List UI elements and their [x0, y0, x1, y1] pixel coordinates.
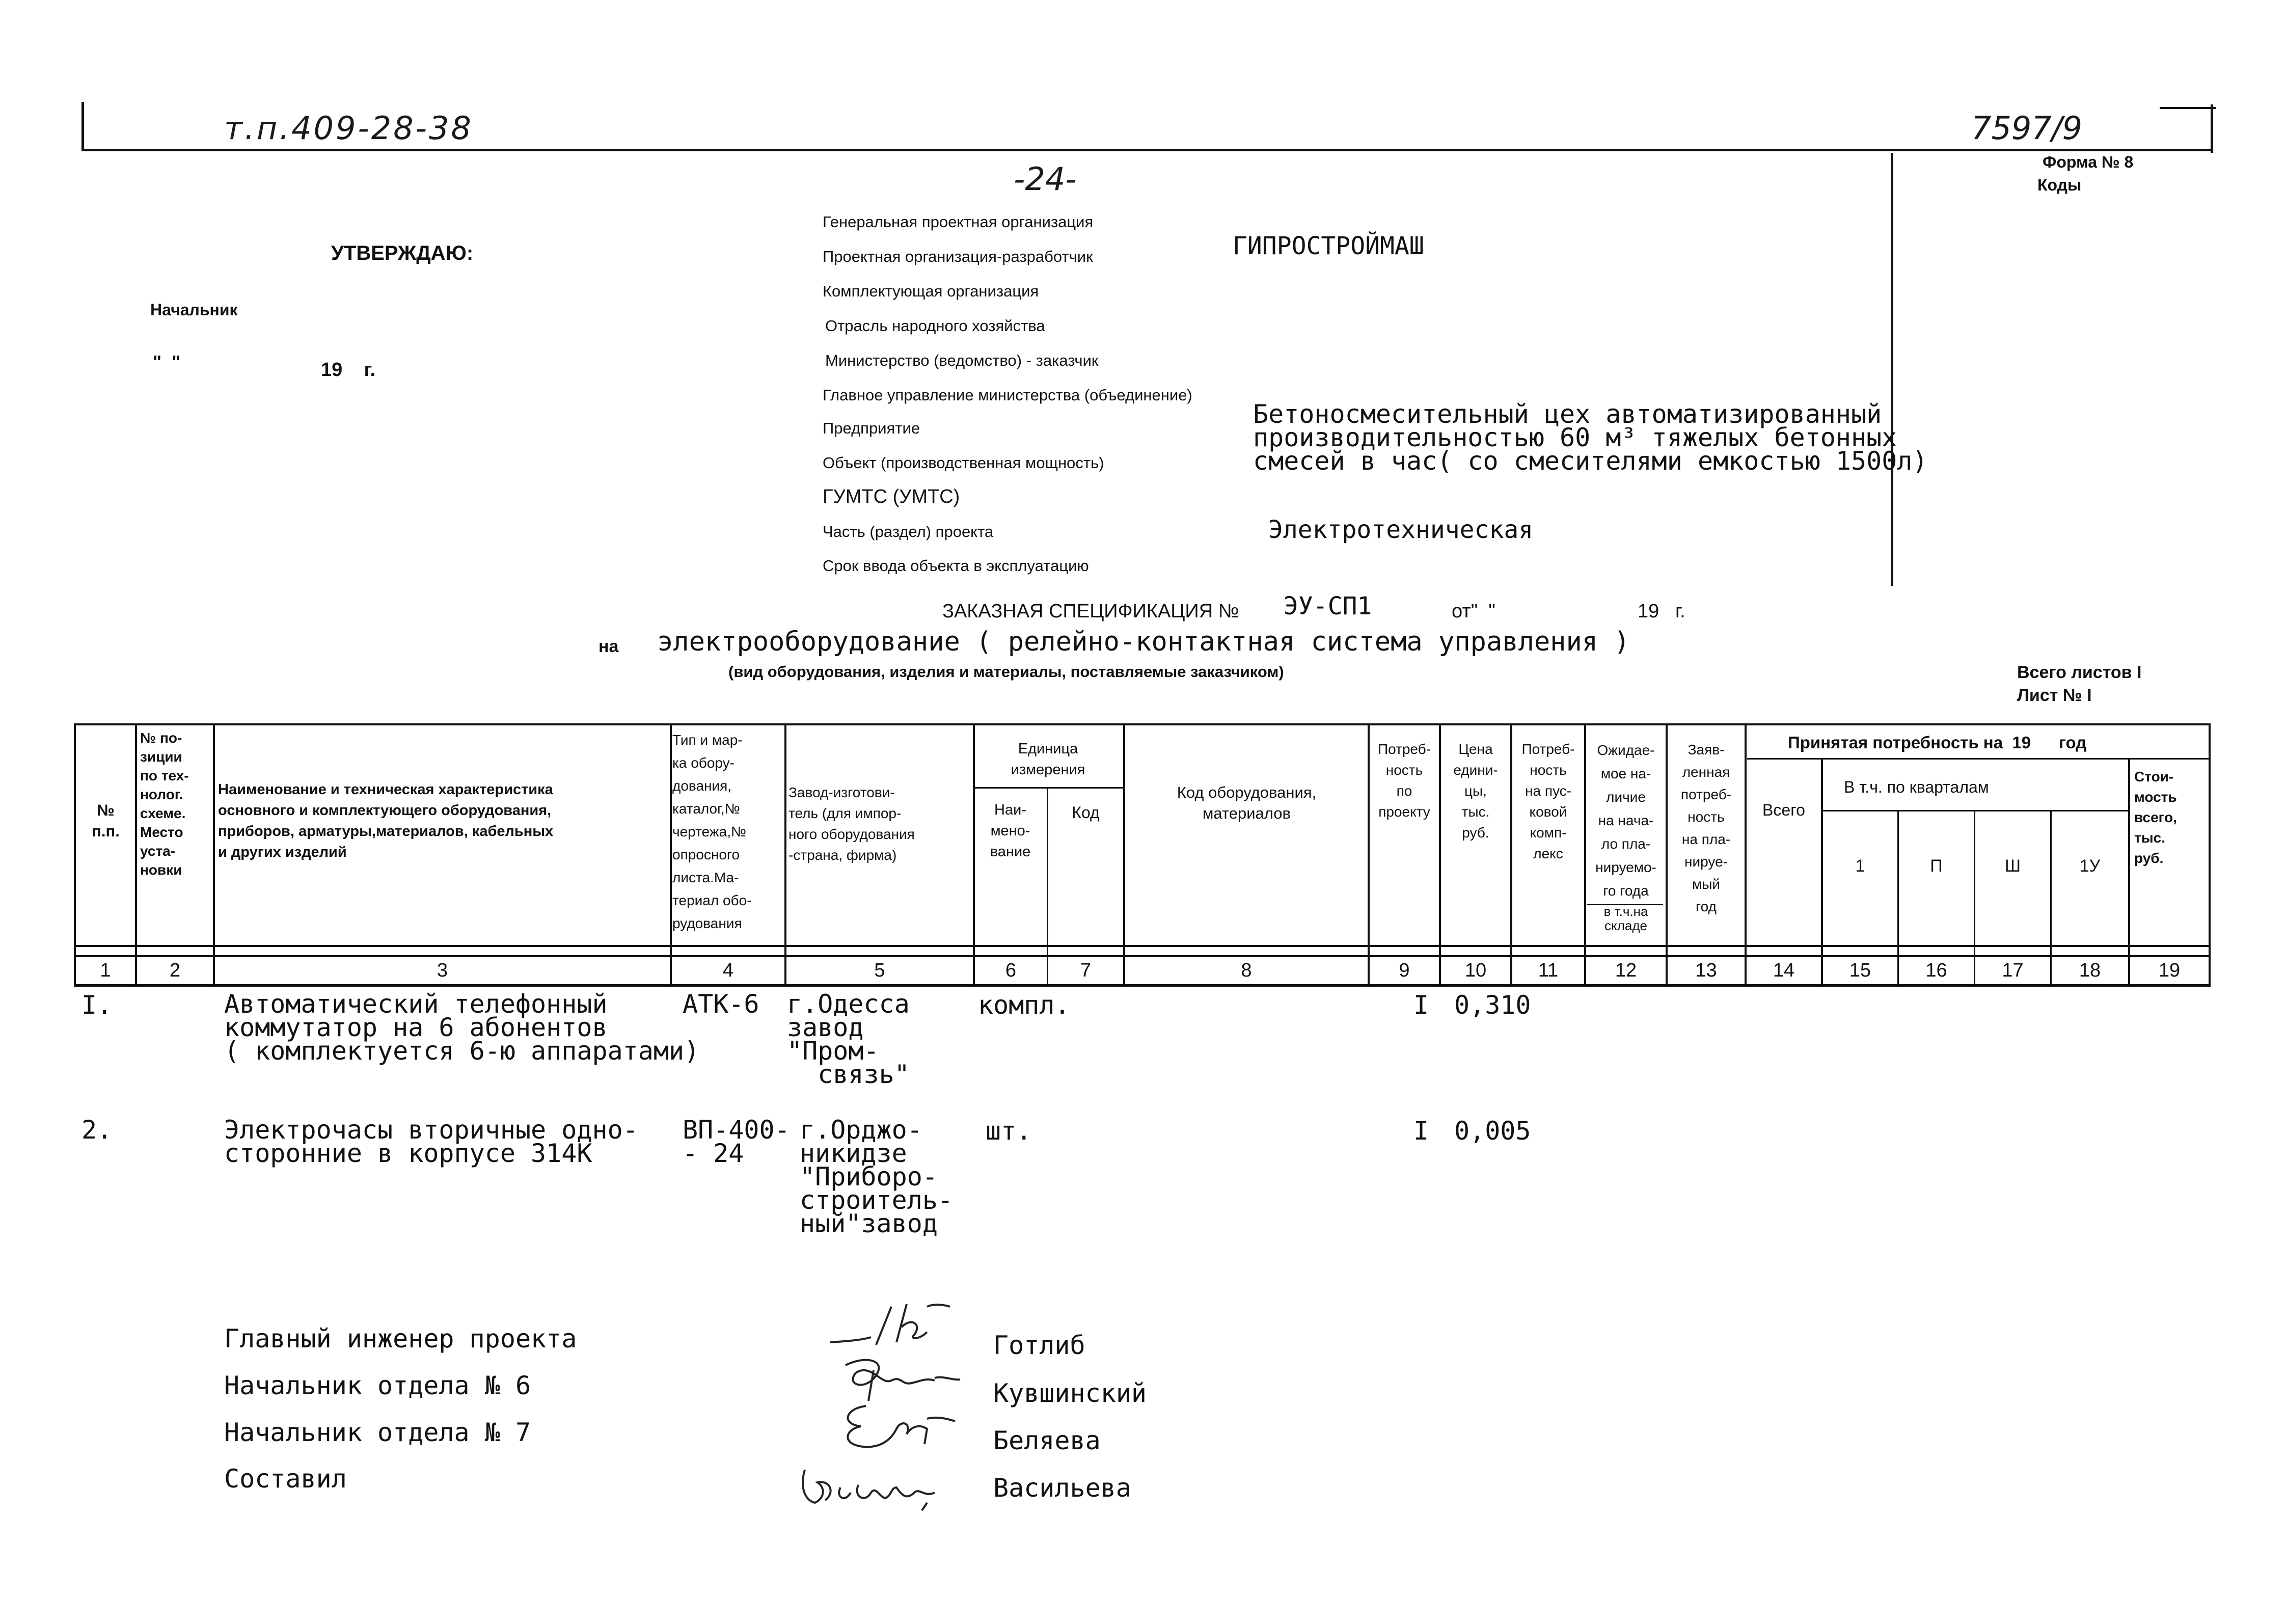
signature-1-image [825, 1296, 958, 1352]
colnum-2: 2 [169, 960, 181, 981]
row-unit: компл. [978, 990, 1070, 1020]
right-border-tick [2211, 104, 2213, 153]
approval-chief: Начальник [150, 301, 238, 319]
th-name: Наименование и техническая характеристика основного и комплектующего оборудования, приборов, арматуры,материалов, кабельных и других изделий [218, 781, 554, 860]
colnum-14: 14 [1773, 960, 1795, 981]
colnum-16: 16 [1925, 960, 1947, 981]
th-num: № п.п. [92, 801, 120, 840]
approval-title: УТВЕРЖДАЮ: [331, 242, 474, 264]
row-maker: г.Одесса завод "Пром- связь" [787, 989, 910, 1089]
org-label-developer: Проектная организация-разработчик [823, 248, 1093, 265]
colnum-9: 9 [1399, 960, 1410, 981]
sign-role-dept7: Начальник отдела № 7 [224, 1418, 531, 1447]
spec-subject-note: (вид оборудования, изделия и материалы, поставляемые заказчиком) [728, 663, 1284, 681]
th-expected: Ожидае- мое на- личие на нача- ло пла- нируемо- го года [1595, 742, 1656, 899]
org-label-part: Часть (раздел) проекта [823, 523, 994, 540]
th-equip-code: Код оборудования, материалов [1177, 783, 1317, 822]
col-line-7 [1123, 723, 1125, 987]
row-type: АТК-6 [683, 989, 759, 1019]
colnum-3: 3 [437, 960, 448, 981]
th-demand-project: Потреб- ность по проекту [1377, 741, 1431, 820]
row-num: I. [81, 990, 113, 1020]
sheets-total: Всего листов I [2017, 663, 2142, 682]
row-name: Автоматический телефонный коммутатор на 6 абонентов ( комплектуется 6-ю аппаратами) [224, 989, 700, 1066]
th-expected-stock: в т.ч.на складе [1603, 904, 1648, 933]
left-border-tick [81, 102, 84, 151]
org-label-branch: Отрасль народного хозяйства [825, 317, 1045, 335]
colnum-15: 15 [1849, 960, 1871, 981]
top-border-line [81, 149, 2211, 151]
col-line-13 [1745, 723, 1747, 987]
row-qty: I [1413, 990, 1429, 1020]
th-price: Цена едини- цы, тыс. руб. [1453, 741, 1498, 841]
col-line-3 [670, 723, 672, 987]
colnum-11: 11 [1538, 960, 1559, 981]
th-q3: Ш [2004, 856, 2021, 876]
sign-role-dept6: Начальник отдела № 6 [224, 1371, 531, 1400]
sign-name-belyaeva: Беляева [993, 1426, 1101, 1455]
th-accepted: Принятая потребность на 19 год [1788, 733, 2087, 752]
col-line-18 [2128, 758, 2130, 987]
object-value-line1: Бетоносмесительный цех автоматизированный [1253, 399, 1882, 429]
th-cost: Стои- мость всего, тыс. руб. [2134, 769, 2177, 866]
th-unit: Единица измерения [1011, 741, 1085, 778]
colnum-13: 13 [1695, 960, 1717, 981]
col-line-0 [74, 723, 76, 987]
colnum-7: 7 [1080, 960, 1092, 981]
signature-4-image [795, 1457, 947, 1513]
colnum-4: 4 [722, 960, 734, 981]
row-qty: I [1413, 1116, 1429, 1146]
th-declared: Заяв- ленная потреб- ность на пла- нируе- мый год [1680, 742, 1732, 914]
row-num: 2. [81, 1115, 113, 1145]
org-label-deadline: Срок ввода объекта в эксплуатацию [823, 557, 1089, 575]
colnum-19: 19 [2158, 960, 2181, 981]
colnum-1: 1 [100, 960, 111, 981]
sign-name-vasilyeva: Васильева [993, 1473, 1131, 1503]
row-maker: г.Орджо- никидзе "Приборо- строитель- ный"завод [800, 1115, 954, 1238]
spec-title: ЗАКАЗНАЯ СПЕЦИФИКАЦИЯ № [942, 601, 1239, 622]
th-unit-code: Код [1072, 803, 1100, 822]
sign-role-chief-engineer: Главный инженер проекта [224, 1324, 577, 1354]
sign-role-compiler: Составил [224, 1464, 347, 1494]
col-line-1 [135, 723, 137, 987]
org-label-gumts: ГУМТС (УМТС) [823, 486, 960, 507]
colnum-18: 18 [2079, 960, 2101, 981]
org-label-object: Объект (производственная мощность) [823, 454, 1104, 472]
spec-on-label: на [598, 637, 619, 656]
th-position: № по- зиции по тех- нолог. схеме. Место уста- новки [140, 730, 189, 878]
approval-date-marks: " " [153, 351, 181, 372]
colnum-8: 8 [1241, 960, 1252, 981]
th-q1: 1 [1855, 856, 1865, 876]
doc-code: т.п.409-28-38 [224, 110, 473, 147]
colnum-6: 6 [1005, 960, 1017, 981]
org-label-ministry: Министерство (ведомство) - заказчик [825, 351, 1099, 369]
org-label-general: Генеральная проектная организация [823, 213, 1094, 231]
colnum-10: 10 [1464, 960, 1487, 981]
org-label-main-dept: Главное управление министерства (объединение) [823, 386, 1192, 404]
row-type: ВП-400- - 24 [683, 1115, 790, 1168]
th-quarters: В т.ч. по кварталам [1844, 778, 1989, 796]
th-total: Всего [1762, 801, 1805, 819]
sheet-number: Лист № I [2017, 686, 2092, 705]
col-line-4 [784, 723, 786, 987]
object-value-line3: смесей в час( со смесителями емкостью 1500л) [1253, 446, 1928, 476]
spec-year: 19 г. [1638, 601, 1685, 622]
th-q4: 1У [2079, 856, 2101, 876]
inventory-number: 7597/9 [1971, 110, 2083, 147]
table-numrow-bottom-line [74, 984, 2211, 987]
col-line-2 [213, 723, 215, 987]
row-price: 0,005 [1454, 1116, 1531, 1146]
page-number: -24- [1014, 160, 1077, 198]
header-divider-line [1891, 153, 1893, 586]
colnum-17: 17 [2002, 960, 2024, 981]
object-value-line2: производительностью 60 м³ тяжелых бетонных [1253, 423, 1897, 452]
signature-2-image [825, 1350, 963, 1406]
table-numrow-top-line [74, 955, 2211, 957]
row-price: 0,310 [1454, 990, 1531, 1020]
spec-from: от" " [1452, 601, 1495, 622]
approval-year: 19 г. [321, 359, 376, 381]
form-label: Форма № 8 [2043, 153, 2134, 171]
org-label-enterprise: Предприятие [823, 419, 920, 437]
row-name: Электрочасы вторичные одно- сторонние в корпусе 314К [224, 1115, 638, 1168]
table-header-bottom-line [74, 945, 2211, 947]
sign-name-gotlib: Готлиб [993, 1331, 1085, 1360]
th-maker: Завод-изготови- тель (для импор- ного оборудования -страна, фирма) [788, 784, 915, 863]
col-line-19 [2209, 723, 2211, 987]
sign-name-kuvshinsky: Кувшинский [993, 1378, 1147, 1408]
row-unit: шт. [986, 1116, 1032, 1146]
colnum-5: 5 [874, 960, 885, 981]
th-q2: П [1930, 856, 1943, 876]
spec-subject: электрооборудование ( релейно-контактная система управления ) [657, 627, 1630, 657]
table-top-line [74, 723, 2211, 725]
th-demand-start: Потреб- ность на пус- ковой комп- лекс [1521, 741, 1575, 861]
top-right-line [2160, 107, 2216, 109]
signature-3-image [825, 1398, 963, 1454]
th-unit-name: Наи- мено- вание [990, 802, 1031, 860]
spec-number: ЭУ-СП1 [1284, 592, 1372, 620]
org-developer-value: ГИПРОСТРОЙМАШ [1233, 232, 1424, 260]
th-type: Тип и мар- ка обору- дования, каталог,№ чертежа,№ опросного листа.Ма- териал обо- рудования [672, 732, 752, 931]
colnum-12: 12 [1615, 960, 1637, 981]
org-label-complect: Комплектующая организация [823, 282, 1039, 300]
org-part-value: Электротехническая [1268, 516, 1534, 544]
codes-label: Коды [2037, 176, 2082, 194]
accepted-sub-line [1747, 758, 2211, 760]
